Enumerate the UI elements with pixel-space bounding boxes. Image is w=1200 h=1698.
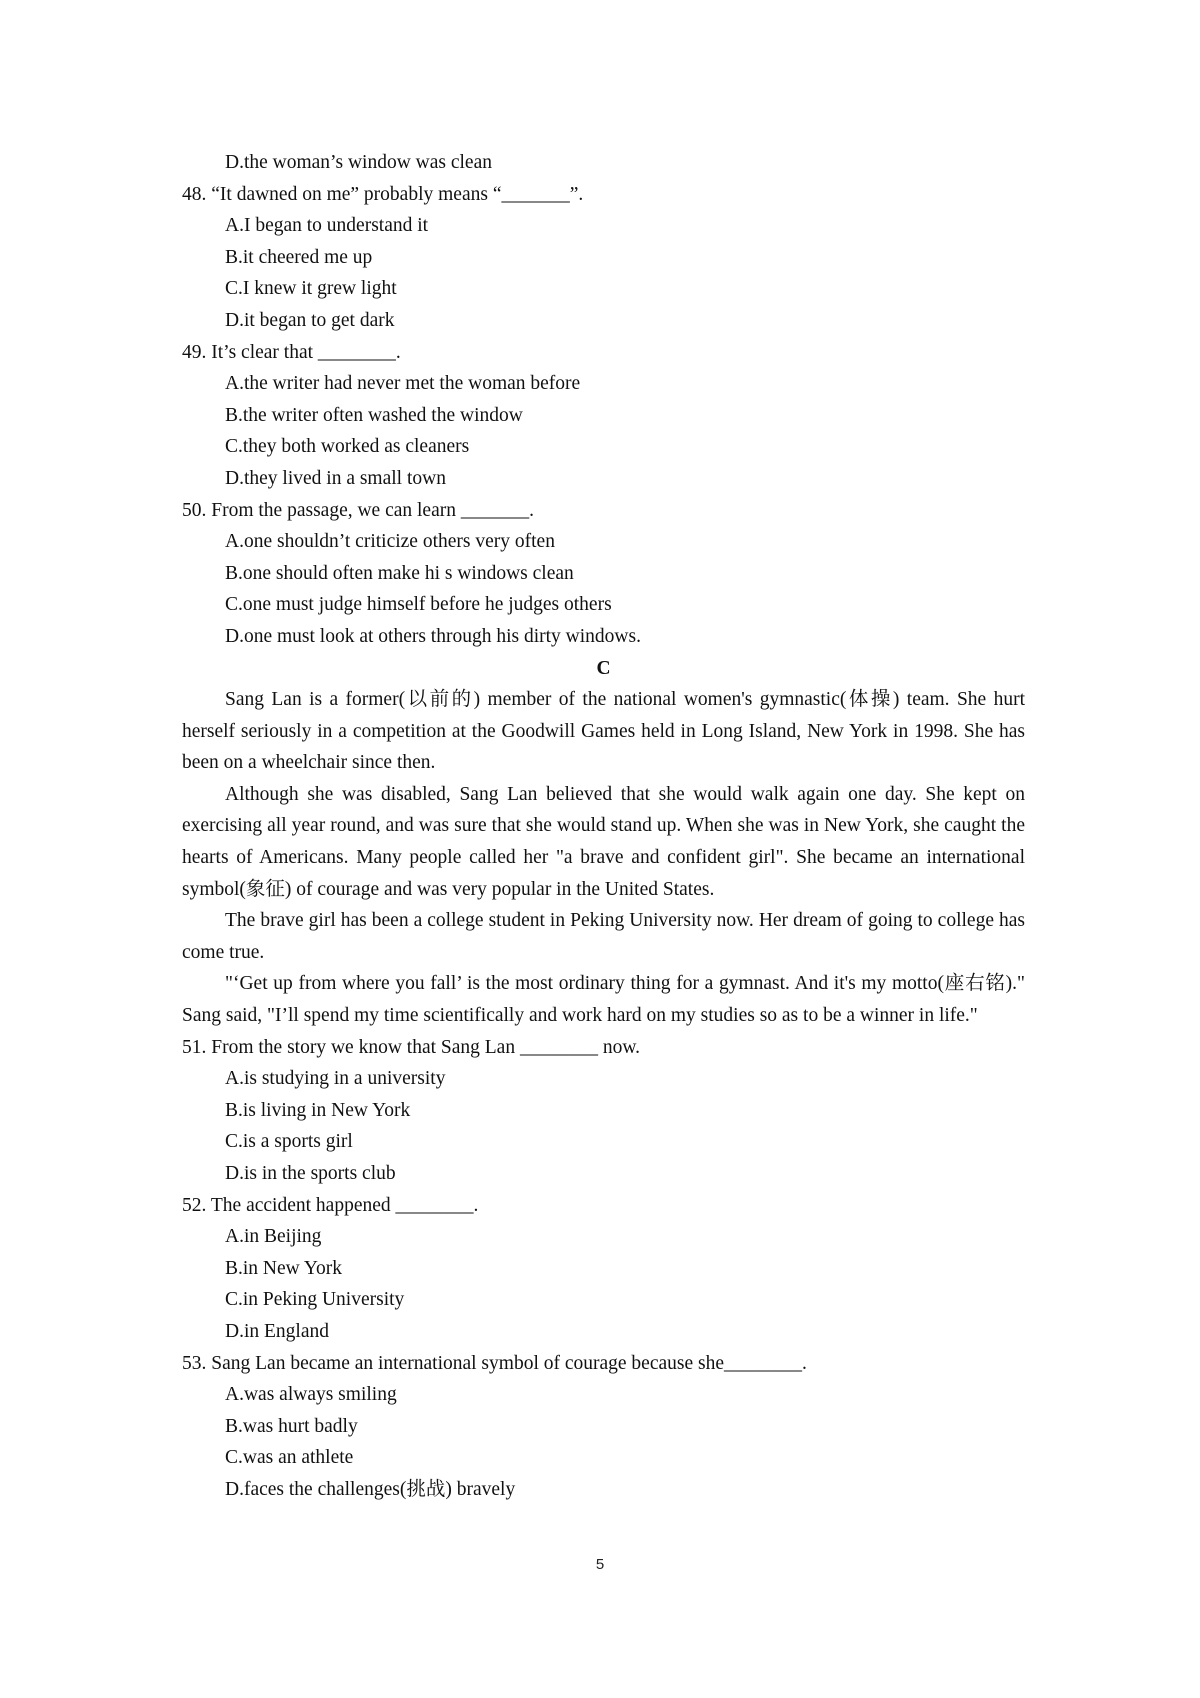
question-51: [182, 1032, 1025, 1190]
option-a: A.I began to understand it: [225, 215, 429, 237]
question-stem: 53. Sang Lan became an international symbol of courage because she________.: [182, 1352, 807, 1374]
option-d: D.faces the challenges(挑战) bravely: [225, 1478, 516, 1500]
option-b: B.the writer often washed the window: [225, 404, 523, 426]
option-a: A.is studying in a university: [225, 1068, 446, 1090]
question-stem: 48. “It dawned on me” probably means “_______”.: [182, 183, 584, 205]
option-a: A.one shouldn’t criticize others very often: [225, 531, 555, 553]
option-d: D.it began to get dark: [225, 309, 395, 331]
question-stem: 51. From the story we know that Sang Lan ________ now.: [182, 1036, 641, 1058]
option-c: C.was an athlete: [225, 1447, 354, 1469]
option-c: C.in Peking University: [225, 1289, 405, 1311]
option-b: B.was hurt badly: [225, 1415, 358, 1437]
question-52: [182, 1190, 1025, 1348]
option-d: D.one must look at others through his dirty windows.: [225, 625, 641, 647]
question-50: [182, 495, 1025, 653]
exam-page-content: [182, 147, 1025, 1506]
passage-paragraph-3: The brave girl has been a college student in Peking University now. Her dream of going to college has come true.: [182, 910, 1025, 963]
option-b: B.one should often make hi s windows clean: [225, 562, 574, 584]
option-a: A.the writer had never met the woman before: [225, 373, 581, 395]
option-d: D.in England: [225, 1320, 329, 1342]
option-d: D.is in the sports club: [225, 1163, 396, 1184]
option-a: A.was always smiling: [225, 1384, 397, 1406]
question-stem: 50. From the passage, we can learn _______.: [182, 499, 534, 521]
question-stem: 49. It’s clear that ________.: [182, 341, 401, 363]
question-stem: 52. The accident happened ________.: [182, 1194, 479, 1216]
reading-passage: [182, 684, 1025, 1032]
option-d: D.they lived in a small town: [225, 467, 446, 489]
option-c: C.I knew it grew light: [225, 278, 397, 300]
option-b: B.is living in New York: [225, 1099, 411, 1121]
passage-paragraph-4: "‘Get up from where you fall’ is the most ordinary thing for a gymnast. And it's my motto(座右铭)." Sang said, "I’ll spend my time scientifically and work hard on my studies so as to be a winner in life.": [182, 973, 1025, 1027]
option-b: B.in New York: [225, 1257, 343, 1279]
question-48: [182, 179, 1025, 337]
option-d-q47: D.the woman’s window was clean: [225, 152, 492, 173]
option-a: A.in Beijing: [225, 1226, 322, 1248]
option-c: C.one must judge himself before he judges others: [225, 594, 612, 616]
page-number: 5: [595, 1556, 605, 1573]
passage-paragraph-2: Although she was disabled, Sang Lan believed that she would walk again one day. She kept on exercising all year round, and was sure that she would stand up. When she was in New York, she caught the hearts of Americans. Many people called her "a brave and confident girl". She became an international symbol(象征) of courage and was very popular in the United States.: [182, 783, 1025, 900]
option-c: C.is a sports girl: [225, 1131, 353, 1153]
question-53: [182, 1348, 1025, 1506]
option-c: C.they both worked as cleaners: [225, 436, 470, 458]
question-49: [182, 337, 1025, 495]
option-b: B.it cheered me up: [225, 246, 373, 268]
section-heading: C: [596, 657, 611, 679]
passage-paragraph-1: Sang Lan is a former(以前的) member of the national women's gymnastic(体操) team. She hurt herself seriously in a competition at the Goodwill Games held in Long Island, New York in 1998. She has been on a wheelchair since then.: [182, 689, 1025, 774]
